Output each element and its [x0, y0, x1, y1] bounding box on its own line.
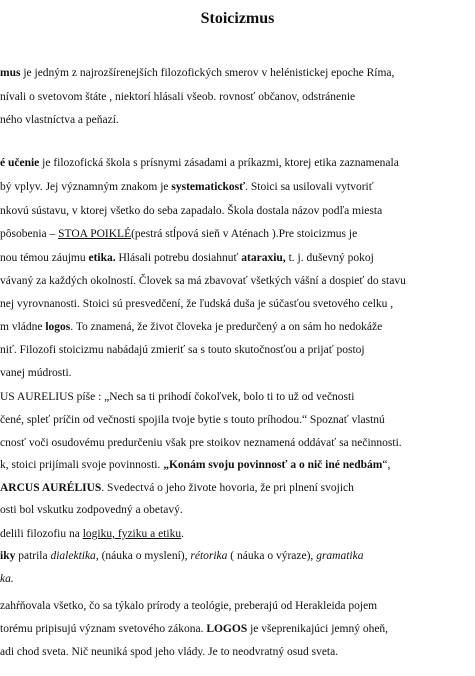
text-run: cnosť voči osudovému predurčeniu však pre stoikov neznamená oddávať sa nečinnosti. [0, 437, 402, 449]
text-run: adi chod sveta. Nič neuniká spod jeho vlády. Je to neodvratný osud sveta. [0, 646, 339, 658]
text-run: US AURELIUS píše : „Nech sa ti prihodí čokoľvek, bolo ti to už od večnosti [0, 391, 355, 403]
text-run: etika. [88, 252, 116, 264]
text-line [0, 549, 363, 563]
text-run: ka. [0, 573, 14, 585]
text-run: nej vyrovnanosti. Stoici sú presvedčení, že ľudská duša je súčasťou svetového celku , [0, 298, 394, 310]
text-line [0, 251, 374, 265]
text-run: . To znamená, že život človeka je predurčený a on sám ho nedokáže [70, 321, 383, 333]
text-run: Hlásali potrebu dosiahnuť [115, 252, 242, 264]
text-line [0, 503, 183, 517]
text-run: „Konám svoju povinnosť a o nič iné nedbám [163, 459, 383, 471]
text-line [0, 481, 354, 495]
text-run: dialektika [50, 550, 96, 562]
text-run: zahŕňovala všetko, čo sa týkalo prírody a teológie, preberajú od Herakleida pojem [0, 600, 378, 612]
text-run: . Svedectvá o jeho živote hovoria, že pri plnení svojich [101, 482, 354, 494]
text-run: ARCUS AURÉLIUS [0, 482, 102, 494]
text-line [0, 390, 354, 404]
text-line [0, 227, 357, 241]
text-line [0, 274, 406, 288]
text-run: pôsobenia – [0, 228, 59, 240]
text-line [0, 297, 393, 311]
text-run: vanej múdrosti. [0, 367, 72, 379]
text-line [0, 90, 355, 104]
text-run: “, [382, 459, 391, 471]
text-line [0, 527, 184, 541]
text-line [0, 156, 399, 170]
text-run: (pestrá stĺpová sieň v Aténach ).Pre stoicizmus je [131, 228, 358, 240]
text-run: m vládne [0, 321, 46, 333]
text-line [0, 320, 382, 334]
text-run: ataraxiu, [241, 252, 286, 264]
text-line [0, 458, 390, 472]
text-run: é učenie [0, 157, 40, 169]
text-line [0, 366, 72, 380]
text-run: bý vplyv. Jej významným znakom je [0, 181, 172, 193]
text-run: mus [0, 67, 21, 79]
text-line [0, 180, 374, 194]
text-run: . Stoici sa usilovali vytvoriť [245, 181, 374, 193]
text-line [0, 645, 338, 659]
text-run: torému pripisujú význam svetového zákona. [0, 623, 207, 635]
text-run: , (náuka o myslení), [95, 550, 191, 562]
text-run: iky [0, 550, 16, 562]
text-run: nívali o svetovom štáte , niektorí hlásali všeob. rovnosť občanov, odstránenie [0, 91, 356, 103]
text-run: gramatika [316, 550, 364, 562]
text-run: logos [45, 321, 71, 333]
text-line [0, 413, 385, 427]
text-run: nkovú sústavu, v ktorej všetko do seba zapadalo. Škola dostala názov podľa miesta [0, 205, 383, 217]
text-line [0, 599, 377, 613]
text-run: vávaný za každých okolností. Človek sa má zbavovať všetkých vášní a dospieť do stavu [0, 275, 406, 287]
text-line [0, 622, 388, 636]
text-run: k, stoici prijímali svoje povinnosti. [0, 459, 164, 471]
text-run: t. j. duševný pokoj [285, 252, 374, 264]
text-run: logiku, fyziku a etiku [82, 528, 182, 540]
text-run: je jedným z najrozšírenejších filozofických smerov v helénistickej epoche Ríma, [20, 67, 395, 79]
text-run: systematickosť [171, 181, 246, 193]
text-run: LOGOS [206, 623, 248, 635]
text-line [0, 572, 14, 586]
text-run: niť. Filozofi stoicizmu nabádajú zmieriť sa s touto skutočnosťou a prijať postoj [0, 344, 365, 356]
text-run: nou témou záujmu [0, 252, 89, 264]
text-run: STOA POIKLÉ [58, 228, 132, 240]
text-line [0, 66, 394, 80]
document-title: Stoicizmus [200, 10, 275, 27]
text-run: je filozofická škola s prísnymi zásadami a príkazmi, ktorej etika zaznamenala [39, 157, 399, 169]
text-run: patrila [15, 550, 51, 562]
text-run: rétorika [190, 550, 228, 562]
text-line [0, 343, 365, 357]
text-run: je všeprenikajúci jemný oheň, [247, 623, 389, 635]
text-run: ného vlastníctva a peňazí. [0, 114, 119, 126]
text-run: delili filozofiu na [0, 528, 83, 540]
text-run: osti bol vskutku zodpovedný a obetavý. [0, 504, 183, 516]
text-line [0, 113, 119, 127]
text-line [0, 204, 382, 218]
text-line [0, 436, 402, 450]
text-run: čené, spleť príčin od večnosti spojila tvoje bytie s touto príhodou.“ Spoznať vlastnú [0, 414, 385, 426]
text-run: ( náuka o výraze), [227, 550, 317, 562]
text-run: . [181, 528, 184, 540]
